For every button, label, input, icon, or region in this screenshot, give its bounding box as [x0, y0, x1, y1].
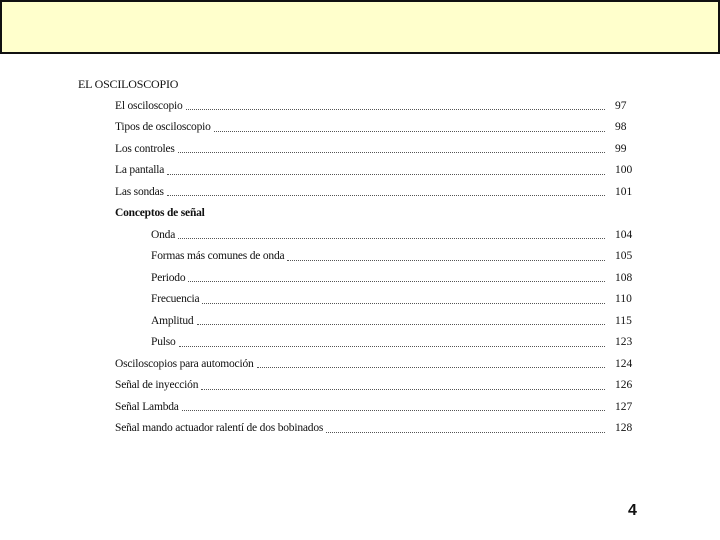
- toc-entry-page: 126: [615, 379, 633, 392]
- toc-entry-frecuencia: [115, 289, 635, 311]
- dot-leader: [167, 194, 605, 196]
- toc-entry-senal-mando-actuador: [115, 418, 635, 440]
- table-of-contents: [115, 95, 635, 439]
- dot-leader: [257, 366, 605, 368]
- dot-leader: [201, 388, 605, 390]
- toc-entry-label: Los controles: [115, 143, 178, 155]
- toc-entry-label: Señal mando actuador ralentí de dos bobinados: [115, 422, 326, 434]
- toc-entry-page: 104: [615, 228, 633, 241]
- toc-entry-label: Osciloscopios para automoción: [115, 358, 257, 370]
- toc-entry-page: 108: [615, 271, 633, 284]
- toc-entry-page: 98: [615, 121, 627, 134]
- toc-entry-page: 101: [615, 185, 633, 198]
- toc-entry-label: Pulso: [151, 336, 179, 348]
- toc-entry-periodo: [115, 267, 635, 289]
- toc-entry-page: 105: [615, 250, 633, 263]
- toc-entry-las-sondas: [115, 181, 635, 203]
- toc-entry-label: El osciloscopio: [115, 100, 186, 112]
- toc-entry-el-osciloscopio: [115, 95, 635, 117]
- dot-leader: [197, 323, 606, 325]
- dot-leader: [202, 302, 605, 304]
- toc-entry-label: Onda: [151, 229, 178, 241]
- toc-entry-pulso: [115, 332, 635, 354]
- toc-entry-page: 110: [615, 293, 632, 306]
- toc-entry-senal-inyeccion: [115, 375, 635, 397]
- dot-leader: [188, 280, 605, 282]
- toc-entry-label: Señal Lambda: [115, 401, 182, 413]
- dot-leader: [178, 237, 605, 239]
- toc-entry-page: 124: [615, 357, 633, 370]
- dot-leader: [167, 173, 605, 175]
- toc-entry-label: Señal de inyección: [115, 379, 201, 391]
- toc-entry-tipos-de-osciloscopio: [115, 117, 635, 139]
- toc-entry-osciloscopios-automocion: [115, 353, 635, 375]
- toc-entry-label: Formas más comunes de onda: [151, 250, 287, 262]
- toc-heading-conceptos-de-senal: [115, 203, 635, 225]
- toc-entry-page: 100: [615, 164, 633, 177]
- dot-leader: [287, 259, 605, 261]
- toc-entry-page: 128: [615, 422, 633, 435]
- dot-leader: [182, 409, 605, 411]
- toc-entry-page: 99: [615, 142, 627, 155]
- toc-entry-page: 123: [615, 336, 633, 349]
- dot-leader: [179, 345, 605, 347]
- toc-entry-label: La pantalla: [115, 164, 167, 176]
- toc-entry-label: Las sondas: [115, 186, 167, 198]
- toc-entry-label: Amplitud: [151, 315, 197, 327]
- slide-number: 4: [628, 502, 637, 519]
- toc-entry-label: Tipos de osciloscopio: [115, 121, 214, 133]
- dot-leader: [186, 108, 605, 110]
- dot-leader: [178, 151, 605, 153]
- section-title: EL OSCILOSCOPIO: [78, 77, 179, 91]
- toc-entry-page: 97: [615, 99, 627, 112]
- toc-entry-page: 127: [615, 400, 633, 413]
- toc-entry-label: Periodo: [151, 272, 188, 284]
- toc-entry-senal-lambda: [115, 396, 635, 418]
- toc-entry-amplitud: [115, 310, 635, 332]
- toc-entry-la-pantalla: [115, 160, 635, 182]
- toc-entry-formas-comunes: [115, 246, 635, 268]
- toc-entry-onda: [115, 224, 635, 246]
- dot-leader: [326, 431, 605, 433]
- toc-entry-los-controles: [115, 138, 635, 160]
- toc-entry-label: Frecuencia: [151, 293, 202, 305]
- toc-heading-label: Conceptos de señal: [115, 207, 208, 219]
- header-band: [0, 0, 720, 54]
- dot-leader: [214, 130, 605, 132]
- toc-entry-page: 115: [615, 314, 632, 327]
